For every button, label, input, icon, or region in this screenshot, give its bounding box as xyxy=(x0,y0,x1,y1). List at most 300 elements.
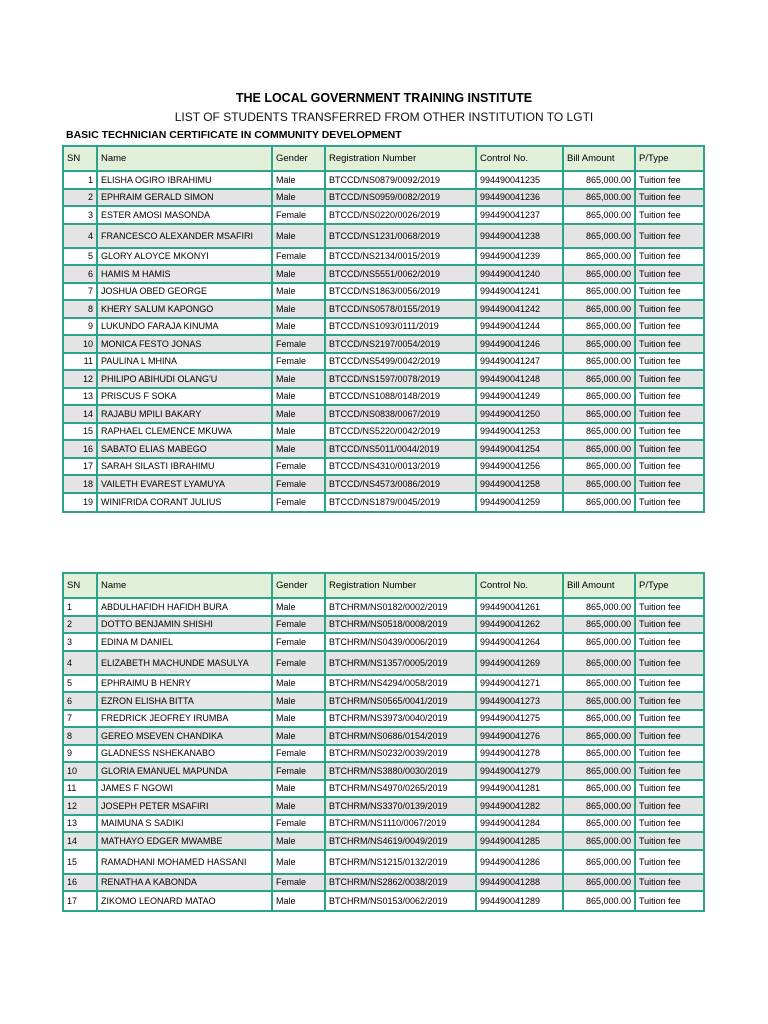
registration-number-cell: BTCHRM/NS0232/0039/2019 xyxy=(326,746,477,764)
table-row xyxy=(64,599,703,617)
registration-number-cell: BTCCD/NS0838/0067/2019 xyxy=(326,406,477,424)
gender-cell: Female xyxy=(273,763,326,781)
table-row xyxy=(64,652,703,676)
registration-number-cell: BTCCD/NS5499/0042/2019 xyxy=(326,354,477,372)
bill-amount-cell: 865,000.00 xyxy=(564,172,636,190)
registration-number-cell: BTCCD/NS1597/0078/2019 xyxy=(326,371,477,389)
name-cell: ELISHA OGIRO IBRAHIMU xyxy=(98,172,273,190)
gender-cell: Female xyxy=(273,459,326,477)
name-cell: GEREO MSEVEN CHANDIKA xyxy=(98,728,273,746)
registration-number-cell: BTCCD/NS1088/0148/2019 xyxy=(326,389,477,407)
control-number-cell: 994490041279 xyxy=(477,763,564,781)
registration-number-cell: BTCHRM/NS4294/0058/2019 xyxy=(326,676,477,694)
bill-amount-cell: 865,000.00 xyxy=(564,441,636,459)
bill-amount-cell: 865,000.00 xyxy=(564,798,636,816)
sn-cell: 9 xyxy=(64,319,98,337)
table-row xyxy=(64,225,703,249)
payment-type-cell: Tuition fee xyxy=(636,851,703,875)
table-row xyxy=(64,249,703,267)
bill-amount-cell: 865,000.00 xyxy=(564,693,636,711)
table-row xyxy=(64,441,703,459)
registration-number-cell: BTCCD/NS4310/0013/2019 xyxy=(326,459,477,477)
bill-amount-cell: 865,000.00 xyxy=(564,336,636,354)
control-number-cell: 994490041247 xyxy=(477,354,564,372)
registration-number-cell: BTCHRM/NS0439/0006/2019 xyxy=(326,634,477,652)
control-number-cell: 994490041261 xyxy=(477,599,564,617)
payment-type-cell: Tuition fee xyxy=(636,763,703,781)
name-cell: FRANCESCO ALEXANDER MSAFIRI xyxy=(98,225,273,249)
control-number-cell: 994490041262 xyxy=(477,617,564,635)
sn-cell: 16 xyxy=(64,875,98,893)
registration-number-cell: BTCHRM/NS0182/0002/2019 xyxy=(326,599,477,617)
name-cell: PRISCUS F SOKA xyxy=(98,389,273,407)
bill-amount-cell: 865,000.00 xyxy=(564,266,636,284)
control-number-cell: 994490041240 xyxy=(477,266,564,284)
payment-type-cell: Tuition fee xyxy=(636,494,703,512)
gender-cell: Male xyxy=(273,693,326,711)
control-number-header: Control No. xyxy=(477,574,564,599)
payment-type-cell: Tuition fee xyxy=(636,892,703,910)
name-cell: EDINA M DANIEL xyxy=(98,634,273,652)
payment-type-cell: Tuition fee xyxy=(636,746,703,764)
name-cell: ESTER AMOSI MASONDA xyxy=(98,207,273,225)
bill-amount-cell: 865,000.00 xyxy=(564,617,636,635)
table-row xyxy=(64,284,703,302)
sn-cell: 4 xyxy=(64,652,98,676)
gender-cell: Male xyxy=(273,851,326,875)
name-cell: MAIMUNA S SADIKI xyxy=(98,816,273,834)
table-row xyxy=(64,798,703,816)
payment-type-cell: Tuition fee xyxy=(636,693,703,711)
registration-number-cell: BTCHRM/NS1357/0005/2019 xyxy=(326,652,477,676)
bill-amount-cell: 865,000.00 xyxy=(564,284,636,302)
name-cell: RAJABU MPILI BAKARY xyxy=(98,406,273,424)
name-cell: RENATHA A KABONDA xyxy=(98,875,273,893)
payment-type-cell: Tuition fee xyxy=(636,319,703,337)
gender-cell: Female xyxy=(273,634,326,652)
registration-number-cell: BTCHRM/NS3880/0030/2019 xyxy=(326,763,477,781)
table-row xyxy=(64,728,703,746)
payment-type-cell: Tuition fee xyxy=(636,728,703,746)
table-row xyxy=(64,172,703,190)
name-cell: GLORY ALOYCE MKONYI xyxy=(98,249,273,267)
gender-cell: Male xyxy=(273,371,326,389)
registration-number-cell: BTCCD/NS0959/0082/2019 xyxy=(326,190,477,208)
gender-cell: Female xyxy=(273,816,326,834)
gender-cell: Female xyxy=(273,336,326,354)
registration-number-cell: BTCHRM/NS3973/0040/2019 xyxy=(326,711,477,729)
bill-amount-cell: 865,000.00 xyxy=(564,406,636,424)
registration-number-cell: BTCCD/NS2134/0015/2019 xyxy=(326,249,477,267)
gender-cell: Female xyxy=(273,875,326,893)
name-cell: ZIKOMO LEONARD MATAO xyxy=(98,892,273,910)
table-row xyxy=(64,389,703,407)
registration-number-cell: BTCCD/NS1093/0111/2019 xyxy=(326,319,477,337)
registration-number-header: Registration Number xyxy=(326,147,477,172)
table-row xyxy=(64,207,703,225)
bill-amount-cell: 865,000.00 xyxy=(564,389,636,407)
sn-cell: 1 xyxy=(64,172,98,190)
control-number-cell: 994490041237 xyxy=(477,207,564,225)
gender-cell: Female xyxy=(273,494,326,512)
registration-number-cell: BTCCD/NS0220/0026/2019 xyxy=(326,207,477,225)
bill-amount-cell: 865,000.00 xyxy=(564,190,636,208)
payment-type-cell: Tuition fee xyxy=(636,284,703,302)
payment-type-cell: Tuition fee xyxy=(636,207,703,225)
table-row xyxy=(64,851,703,875)
table-row xyxy=(64,406,703,424)
gender-cell: Male xyxy=(273,833,326,851)
bill-amount-cell: 865,000.00 xyxy=(564,875,636,893)
name-cell: VAILETH EVAREST LYAMUYA xyxy=(98,476,273,494)
control-number-cell: 994490041286 xyxy=(477,851,564,875)
payment-type-cell: Tuition fee xyxy=(636,833,703,851)
registration-number-cell: BTCCD/NS1863/0056/2019 xyxy=(326,284,477,302)
name-cell: JOSHUA OBED GEORGE xyxy=(98,284,273,302)
sn-cell: 9 xyxy=(64,746,98,764)
sn-cell: 5 xyxy=(64,676,98,694)
control-number-cell: 994490041276 xyxy=(477,728,564,746)
sn-cell: 14 xyxy=(64,833,98,851)
table-row xyxy=(64,301,703,319)
payment-type-cell: Tuition fee xyxy=(636,406,703,424)
table-row xyxy=(64,892,703,910)
control-number-cell: 994490041244 xyxy=(477,319,564,337)
name-cell: DOTTO BENJAMIN SHISHI xyxy=(98,617,273,635)
name-cell: ABDULHAFIDH HAFIDH BURA xyxy=(98,599,273,617)
table-row xyxy=(64,459,703,477)
control-number-cell: 994490041241 xyxy=(477,284,564,302)
sn-cell: 17 xyxy=(64,459,98,477)
bill-amount-cell: 865,000.00 xyxy=(564,371,636,389)
table-row xyxy=(64,371,703,389)
students-table-human-resource xyxy=(62,572,705,912)
registration-number-cell: BTCHRM/NS0518/0008/2019 xyxy=(326,617,477,635)
registration-number-cell: BTCHRM/NS2862/0038/2019 xyxy=(326,875,477,893)
bill-amount-cell: 865,000.00 xyxy=(564,816,636,834)
table-row xyxy=(64,476,703,494)
name-cell: MONICA FESTO JONAS xyxy=(98,336,273,354)
control-number-cell: 994490041271 xyxy=(477,676,564,694)
sn-cell: 3 xyxy=(64,207,98,225)
bill-amount-cell: 865,000.00 xyxy=(564,354,636,372)
payment-type-cell: Tuition fee xyxy=(636,634,703,652)
control-number-cell: 994490041275 xyxy=(477,711,564,729)
registration-number-header: Registration Number xyxy=(326,574,477,599)
bill-amount-cell: 865,000.00 xyxy=(564,728,636,746)
registration-number-cell: BTCHRM/NS0153/0062/2019 xyxy=(326,892,477,910)
name-cell: HAMIS M HAMIS xyxy=(98,266,273,284)
bill-amount-cell: 865,000.00 xyxy=(564,301,636,319)
payment-type-header: P/Type xyxy=(636,574,703,599)
bill-amount-cell: 865,000.00 xyxy=(564,892,636,910)
table-row xyxy=(64,711,703,729)
registration-number-cell: BTCHRM/NS3370/0139/2019 xyxy=(326,798,477,816)
name-cell: RAMADHANI MOHAMED HASSANI xyxy=(98,851,273,875)
gender-cell: Female xyxy=(273,207,326,225)
payment-type-cell: Tuition fee xyxy=(636,172,703,190)
gender-cell: Male xyxy=(273,319,326,337)
table-row xyxy=(64,190,703,208)
name-cell: KHERY SALUM KAPONGO xyxy=(98,301,273,319)
registration-number-cell: BTCHRM/NS4619/0049/2019 xyxy=(326,833,477,851)
payment-type-cell: Tuition fee xyxy=(636,781,703,799)
control-number-cell: 994490041281 xyxy=(477,781,564,799)
name-cell: EZRON ELISHA BITTA xyxy=(98,693,273,711)
gender-cell: Male xyxy=(273,172,326,190)
table-row xyxy=(64,354,703,372)
payment-type-cell: Tuition fee xyxy=(636,711,703,729)
control-number-cell: 994490041264 xyxy=(477,634,564,652)
payment-type-cell: Tuition fee xyxy=(636,266,703,284)
sn-cell: 18 xyxy=(64,476,98,494)
name-cell: SABATO ELIAS MABEGO xyxy=(98,441,273,459)
bill-amount-cell: 865,000.00 xyxy=(564,851,636,875)
bill-amount-cell: 865,000.00 xyxy=(564,711,636,729)
bill-amount-cell: 865,000.00 xyxy=(564,763,636,781)
bill-amount-cell: 865,000.00 xyxy=(564,781,636,799)
payment-type-cell: Tuition fee xyxy=(636,676,703,694)
control-number-cell: 994490041239 xyxy=(477,249,564,267)
sn-cell: 2 xyxy=(64,617,98,635)
sn-cell: 3 xyxy=(64,634,98,652)
sn-cell: 8 xyxy=(64,301,98,319)
control-number-cell: 994490041253 xyxy=(477,424,564,442)
students-table-community-development xyxy=(62,145,705,513)
table-row xyxy=(64,746,703,764)
gender-cell: Male xyxy=(273,599,326,617)
gender-cell: Male xyxy=(273,190,326,208)
gender-cell: Male xyxy=(273,225,326,249)
payment-type-cell: Tuition fee xyxy=(636,225,703,249)
table-row xyxy=(64,781,703,799)
gender-cell: Female xyxy=(273,746,326,764)
sn-cell: 12 xyxy=(64,798,98,816)
name-cell: JAMES F NGOWI xyxy=(98,781,273,799)
sn-cell: 8 xyxy=(64,728,98,746)
control-number-cell: 994490041246 xyxy=(477,336,564,354)
gender-cell: Male xyxy=(273,711,326,729)
registration-number-cell: BTCCD/NS4573/0086/2019 xyxy=(326,476,477,494)
table-row xyxy=(64,494,703,512)
table-row xyxy=(64,336,703,354)
payment-type-header: P/Type xyxy=(636,147,703,172)
payment-type-cell: Tuition fee xyxy=(636,441,703,459)
payment-type-cell: Tuition fee xyxy=(636,190,703,208)
name-cell: SARAH SILASTI IBRAHIMU xyxy=(98,459,273,477)
bill-amount-cell: 865,000.00 xyxy=(564,676,636,694)
gender-cell: Female xyxy=(273,617,326,635)
control-number-cell: 994490041278 xyxy=(477,746,564,764)
control-number-cell: 994490041285 xyxy=(477,833,564,851)
gender-cell: Male xyxy=(273,728,326,746)
payment-type-cell: Tuition fee xyxy=(636,354,703,372)
payment-type-cell: Tuition fee xyxy=(636,652,703,676)
control-number-cell: 994490041273 xyxy=(477,693,564,711)
sn-cell: 6 xyxy=(64,693,98,711)
bill-amount-cell: 865,000.00 xyxy=(564,476,636,494)
sn-cell: 2 xyxy=(64,190,98,208)
payment-type-cell: Tuition fee xyxy=(636,371,703,389)
table-row xyxy=(64,319,703,337)
gender-cell: Male xyxy=(273,284,326,302)
gender-cell: Male xyxy=(273,798,326,816)
table-row xyxy=(64,634,703,652)
registration-number-cell: BTCCD/NS1231/0068/2019 xyxy=(326,225,477,249)
control-number-cell: 994490041250 xyxy=(477,406,564,424)
registration-number-cell: BTCCD/NS0578/0155/2019 xyxy=(326,301,477,319)
bill-amount-header: Bill Amount xyxy=(564,574,636,599)
name-header: Name xyxy=(98,574,273,599)
sn-cell: 14 xyxy=(64,406,98,424)
table-row xyxy=(64,816,703,834)
control-number-cell: 994490041282 xyxy=(477,798,564,816)
control-number-cell: 994490041288 xyxy=(477,875,564,893)
control-number-cell: 994490041238 xyxy=(477,225,564,249)
payment-type-cell: Tuition fee xyxy=(636,336,703,354)
table-row xyxy=(64,693,703,711)
table-row xyxy=(64,676,703,694)
payment-type-cell: Tuition fee xyxy=(636,389,703,407)
control-number-cell: 994490041242 xyxy=(477,301,564,319)
payment-type-cell: Tuition fee xyxy=(636,301,703,319)
payment-type-cell: Tuition fee xyxy=(636,424,703,442)
registration-number-cell: BTCCD/NS5551/0062/2019 xyxy=(326,266,477,284)
table-row xyxy=(64,266,703,284)
sn-cell: 7 xyxy=(64,284,98,302)
name-cell: GLADNESS NSHEKANABO xyxy=(98,746,273,764)
gender-cell: Male xyxy=(273,441,326,459)
control-number-cell: 994490041284 xyxy=(477,816,564,834)
payment-type-cell: Tuition fee xyxy=(636,816,703,834)
bill-amount-cell: 865,000.00 xyxy=(564,634,636,652)
gender-cell: Male xyxy=(273,266,326,284)
sn-cell: 5 xyxy=(64,249,98,267)
sn-header: SN xyxy=(64,147,98,172)
bill-amount-header: Bill Amount xyxy=(564,147,636,172)
control-number-cell: 994490041289 xyxy=(477,892,564,910)
control-number-cell: 994490041269 xyxy=(477,652,564,676)
gender-cell: Male xyxy=(273,676,326,694)
control-number-header: Control No. xyxy=(477,147,564,172)
table-header-row xyxy=(64,147,703,172)
control-number-cell: 994490041248 xyxy=(477,371,564,389)
control-number-cell: 994490041256 xyxy=(477,459,564,477)
name-cell: MATHAYO EDGER MWAMBE xyxy=(98,833,273,851)
bill-amount-cell: 865,000.00 xyxy=(564,207,636,225)
table-row xyxy=(64,424,703,442)
table-body xyxy=(64,599,703,910)
gender-cell: Female xyxy=(273,652,326,676)
control-number-cell: 994490041258 xyxy=(477,476,564,494)
registration-number-cell: BTCCD/NS1879/0045/2019 xyxy=(326,494,477,512)
registration-number-cell: BTCHRM/NS4970/0265/2019 xyxy=(326,781,477,799)
sn-cell: 15 xyxy=(64,424,98,442)
sn-cell: 13 xyxy=(64,816,98,834)
name-cell: FREDRICK JEOFREY IRUMBA xyxy=(98,711,273,729)
payment-type-cell: Tuition fee xyxy=(636,599,703,617)
gender-cell: Male xyxy=(273,892,326,910)
table-row xyxy=(64,875,703,893)
bill-amount-cell: 865,000.00 xyxy=(564,424,636,442)
payment-type-cell: Tuition fee xyxy=(636,249,703,267)
sn-cell: 12 xyxy=(64,371,98,389)
payment-type-cell: Tuition fee xyxy=(636,875,703,893)
payment-type-cell: Tuition fee xyxy=(636,459,703,477)
gender-cell: Male xyxy=(273,389,326,407)
name-cell: EPHRAIMU B HENRY xyxy=(98,676,273,694)
sn-cell: 7 xyxy=(64,711,98,729)
gender-cell: Male xyxy=(273,424,326,442)
name-cell: PAULINA L MHINA xyxy=(98,354,273,372)
sn-cell: 10 xyxy=(64,763,98,781)
table-row xyxy=(64,617,703,635)
sn-cell: 19 xyxy=(64,494,98,512)
section-title: BASIC TECHNICIAN CERTIFICATE IN COMMUNITY DEVELOPMENT xyxy=(66,129,402,141)
sn-cell: 16 xyxy=(64,441,98,459)
bill-amount-cell: 865,000.00 xyxy=(564,652,636,676)
name-cell: LUKUNDO FARAJA KINUMA xyxy=(98,319,273,337)
gender-cell: Male xyxy=(273,406,326,424)
bill-amount-cell: 865,000.00 xyxy=(564,494,636,512)
gender-cell: Male xyxy=(273,781,326,799)
payment-type-cell: Tuition fee xyxy=(636,798,703,816)
gender-header: Gender xyxy=(273,574,326,599)
bill-amount-cell: 865,000.00 xyxy=(564,833,636,851)
sn-cell: 1 xyxy=(64,599,98,617)
control-number-cell: 994490041254 xyxy=(477,441,564,459)
table-row xyxy=(64,763,703,781)
sn-cell: 10 xyxy=(64,336,98,354)
bill-amount-cell: 865,000.00 xyxy=(564,319,636,337)
control-number-cell: 994490041236 xyxy=(477,190,564,208)
registration-number-cell: BTCCD/NS2197/0054/2019 xyxy=(326,336,477,354)
gender-cell: Female xyxy=(273,476,326,494)
bill-amount-cell: 865,000.00 xyxy=(564,459,636,477)
sn-header: SN xyxy=(64,574,98,599)
sn-cell: 11 xyxy=(64,781,98,799)
registration-number-cell: BTCCD/NS5220/0042/2019 xyxy=(326,424,477,442)
registration-number-cell: BTCHRM/NS0565/0041/2019 xyxy=(326,693,477,711)
control-number-cell: 994490041259 xyxy=(477,494,564,512)
control-number-cell: 994490041249 xyxy=(477,389,564,407)
sn-cell: 13 xyxy=(64,389,98,407)
payment-type-cell: Tuition fee xyxy=(636,476,703,494)
table-row xyxy=(64,833,703,851)
gender-cell: Female xyxy=(273,354,326,372)
name-header: Name xyxy=(98,147,273,172)
registration-number-cell: BTCCD/NS5011/0044/2019 xyxy=(326,441,477,459)
name-cell: ELIZABETH MACHUNDE MASULYA xyxy=(98,652,273,676)
gender-header: Gender xyxy=(273,147,326,172)
gender-cell: Male xyxy=(273,301,326,319)
table-header-row xyxy=(64,574,703,599)
name-cell: PHILIPO ABIHUDI OLANG'U xyxy=(98,371,273,389)
name-cell: GLORIA EMANUEL MAPUNDA xyxy=(98,763,273,781)
table-body xyxy=(64,172,703,511)
sn-cell: 4 xyxy=(64,225,98,249)
payment-type-cell: Tuition fee xyxy=(636,617,703,635)
bill-amount-cell: 865,000.00 xyxy=(564,599,636,617)
control-number-cell: 994490041235 xyxy=(477,172,564,190)
gender-cell: Female xyxy=(273,249,326,267)
bill-amount-cell: 865,000.00 xyxy=(564,225,636,249)
registration-number-cell: BTCHRM/NS0686/0154/2019 xyxy=(326,728,477,746)
registration-number-cell: BTCCD/NS0879/0092/2019 xyxy=(326,172,477,190)
sn-cell: 6 xyxy=(64,266,98,284)
bill-amount-cell: 865,000.00 xyxy=(564,249,636,267)
document-title: THE LOCAL GOVERNMENT TRAINING INSTITUTE xyxy=(235,91,533,105)
